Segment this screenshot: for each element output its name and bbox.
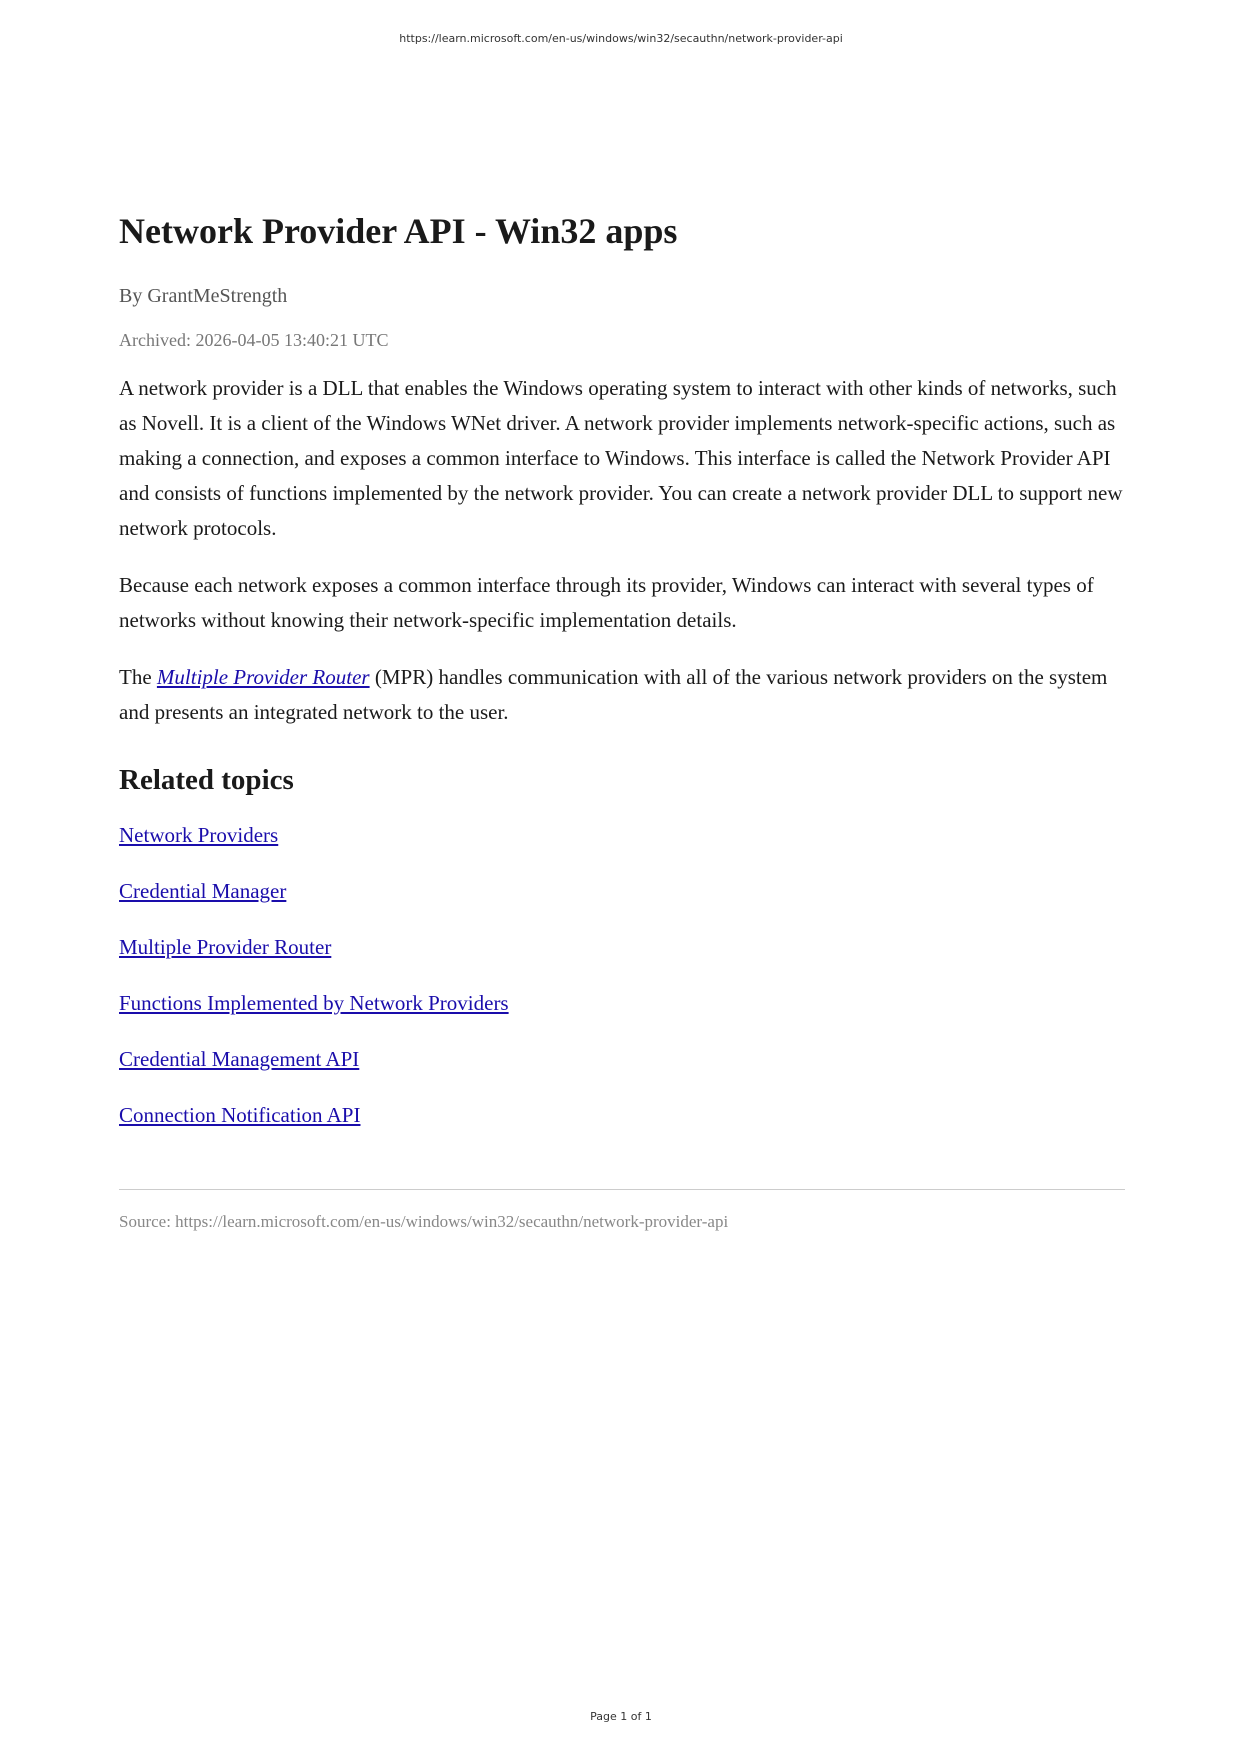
paragraph-mpr [119,660,1125,730]
list-item [119,823,1125,879]
page-header-url: https://learn.microsoft.com/en-us/windows/win32/secauthn/network-provider-api [399,32,843,45]
list-item [119,935,1125,991]
list-item [119,991,1125,1047]
page-number: Page 1 of 1 [590,1710,652,1723]
paragraph-mpr-after: (MPR) handles communication with all of the various network providers on the system and presents an integrated network to the user. [119,665,1108,725]
list-item [119,1047,1125,1103]
related-link-network-providers[interactable]: Network Providers [119,823,279,848]
archived-timestamp: Archived: 2026-04-05 13:40:21 UTC [119,330,389,351]
paragraph-intro: A network provider is a DLL that enables the Windows operating system to interact with other kinds of networks, such as Novell. It is a client of the Windows WNet driver. A network provider implements network-specific actions, such as making a connection, and exposes a common interface to Windows. This interface is called the Network Provider API and consists of functions implemented by the network provider. You can create a network provider DLL to support new network protocols. [119,376,1123,541]
author-byline: By GrantMeStrength [119,285,288,308]
paragraph-common-interface: Because each network exposes a common interface through its provider, Windows can interact with several types of networks without knowing their network-specific implementation details. [119,573,1094,633]
source-url: Source: https://learn.microsoft.com/en-us/windows/win32/secauthn/network-provider-api [119,1212,729,1232]
related-link-functions-implemented[interactable]: Functions Implemented by Network Providers [119,991,509,1016]
related-link-credential-manager[interactable]: Credential Manager [119,879,287,904]
divider [119,1189,1125,1190]
list-item [119,1103,1125,1159]
related-link-credential-management-api[interactable]: Credential Management API [119,1047,360,1072]
paragraph-mpr-before: The [119,665,157,690]
page-title: Network Provider API - Win32 apps [119,211,678,251]
list-item [119,879,1125,935]
mpr-inline-link[interactable]: Multiple Provider Router [156,665,370,690]
related-link-multiple-provider-router[interactable]: Multiple Provider Router [119,935,332,960]
article [119,210,1125,1232]
related-topics-list [119,823,1125,1159]
related-link-connection-notification-api[interactable]: Connection Notification API [119,1103,361,1128]
related-topics-heading: Related topics [119,764,294,797]
